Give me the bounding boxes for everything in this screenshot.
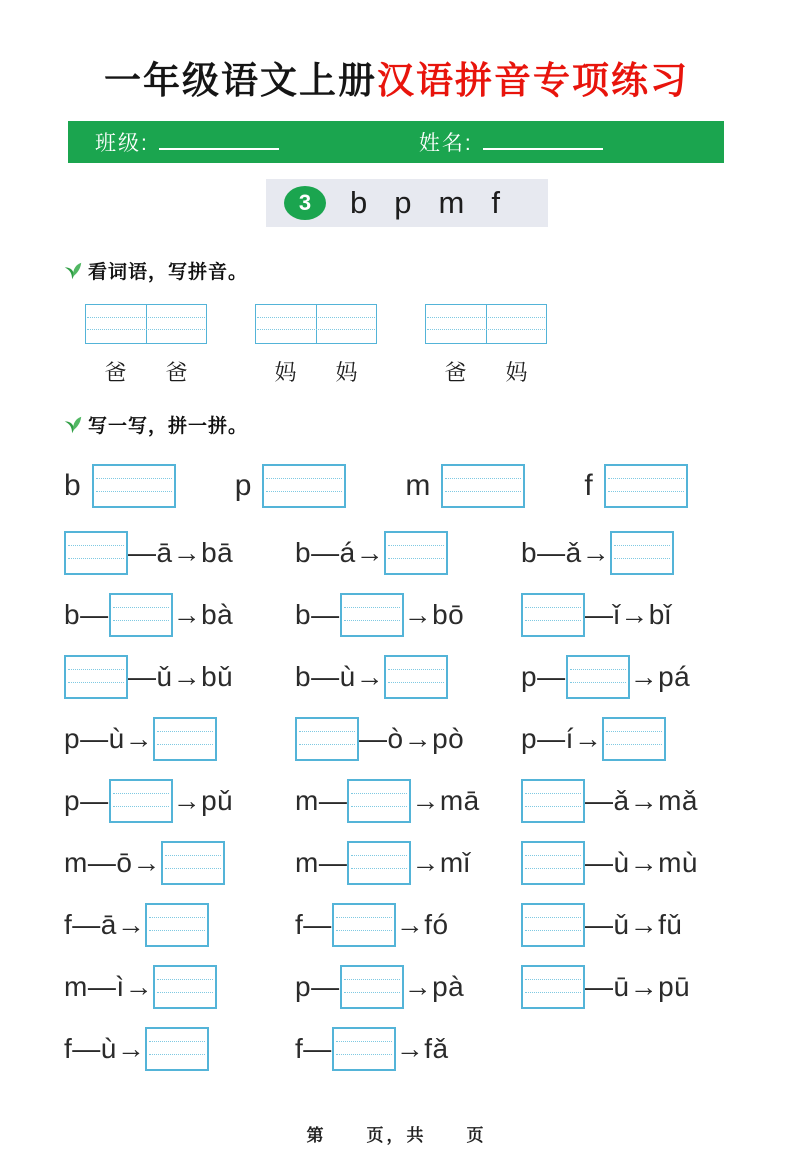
initials-row: [64, 464, 793, 508]
pinyin-answer-box[interactable]: [145, 1027, 209, 1071]
exercise-item: [521, 779, 793, 823]
letter-writing-box[interactable]: [92, 464, 176, 508]
pinyin-text: f—: [295, 1033, 332, 1064]
pinyin-text: —ù→mù: [585, 847, 698, 878]
pinyin-text: b—ù→: [295, 661, 385, 692]
exercise-row: [64, 832, 793, 894]
exercise-item: [64, 531, 295, 575]
pinyin-text: p—: [64, 785, 109, 816]
pinyin-text: f—ù→: [64, 1033, 146, 1064]
grid-divider: [316, 305, 317, 343]
pinyin-text: →mǐ: [411, 847, 471, 878]
pinyin-answer-box[interactable]: [332, 903, 396, 947]
pinyin-answer-box[interactable]: [64, 655, 128, 699]
section2-heading: [62, 411, 793, 438]
pinyin-text: →mā: [411, 785, 480, 816]
name-blank-line[interactable]: [483, 148, 603, 150]
exercise-item: [295, 965, 521, 1009]
pinyin-answer-box[interactable]: [340, 965, 404, 1009]
pinyin-text: f—ā→: [64, 909, 146, 940]
pinyin-answer-box[interactable]: [610, 531, 674, 575]
initial-group: [64, 464, 176, 508]
exercise-row: [64, 584, 793, 646]
name-label: 姓名:: [418, 132, 473, 155]
pinyin-writing-grid[interactable]: [85, 304, 207, 344]
pinyin-text: —ū→pū: [585, 971, 691, 1002]
exercise-item: [521, 841, 793, 885]
lesson-letter: m: [438, 185, 465, 220]
lesson-header: [266, 179, 548, 227]
section2-heading-text: 写一写，拼一拼。: [88, 416, 249, 437]
pinyin-text: m—: [295, 785, 348, 816]
exercise-row: [64, 956, 793, 1018]
exercise-item: [64, 1027, 295, 1071]
page-title: [0, 50, 793, 104]
initial-letter: b: [64, 469, 81, 502]
title-topic: 汉语拼音专项练习: [377, 60, 689, 101]
pinyin-answer-box[interactable]: [109, 779, 173, 823]
section1-heading: [62, 257, 793, 284]
lesson-letter: f: [491, 185, 500, 220]
exercise-item: [64, 593, 295, 637]
pinyin-writing-grid[interactable]: [255, 304, 377, 344]
exercise-row: [64, 894, 793, 956]
exercise-item: [521, 903, 793, 947]
pinyin-text: —ò→pò: [359, 723, 465, 754]
lesson-letter: b: [350, 185, 368, 220]
letter-writing-box[interactable]: [441, 464, 525, 508]
exercise-item: [64, 717, 295, 761]
class-blank-line[interactable]: [159, 148, 279, 150]
words-row: [85, 356, 793, 387]
pinyin-text: p—í→: [521, 723, 603, 754]
word-group: [255, 356, 377, 387]
pinyin-text: →bà: [172, 599, 234, 630]
pinyin-answer-box[interactable]: [340, 593, 404, 637]
exercise-item: [521, 655, 793, 699]
pinyin-text: →pǔ: [172, 785, 234, 816]
pinyin-text: —ǎ→mǎ: [585, 785, 698, 816]
exercise-item: [295, 903, 521, 947]
pinyin-answer-box[interactable]: [347, 841, 411, 885]
page-footer: 第 页，共 页: [306, 1126, 487, 1145]
exercise-item: [295, 593, 521, 637]
word-group: [425, 356, 547, 387]
exercise-item: [64, 841, 295, 885]
exercise-item: [521, 593, 793, 637]
pinyin-answer-box[interactable]: [566, 655, 630, 699]
grid-divider: [486, 305, 487, 343]
hanzi-word: 妈: [274, 360, 297, 385]
pinyin-answer-box[interactable]: [384, 655, 448, 699]
exercise-row: [64, 770, 793, 832]
section1-heading-text: 看词语，写拼音。: [88, 262, 249, 283]
pinyin-answer-box[interactable]: [153, 965, 217, 1009]
initial-letter: f: [584, 469, 593, 502]
sprout-icon: [62, 414, 84, 436]
pinyin-answer-box[interactable]: [602, 717, 666, 761]
pinyin-answer-box[interactable]: [384, 531, 448, 575]
pinyin-text: →pà: [403, 971, 465, 1002]
lesson-letter: p: [394, 185, 412, 220]
exercise-item: [64, 965, 295, 1009]
pinyin-text: —ǔ→bǔ: [128, 661, 234, 692]
pinyin-text: —ā→bā: [128, 537, 234, 568]
pinyin-answer-box[interactable]: [521, 593, 585, 637]
worksheet-page: [0, 50, 793, 1145]
sprout-icon: [62, 260, 84, 282]
pinyin-text: f—: [295, 909, 332, 940]
pinyin-answer-box[interactable]: [521, 779, 585, 823]
exercise-row: [64, 1018, 793, 1080]
exercise-item: [295, 531, 521, 575]
hanzi-word: 妈: [335, 360, 358, 385]
pinyin-answer-box[interactable]: [153, 717, 217, 761]
pinyin-answer-box[interactable]: [295, 717, 359, 761]
pinyin-text: —ǔ→fǔ: [585, 909, 683, 940]
initial-letter: m: [405, 469, 431, 502]
pinyin-text: m—: [295, 847, 348, 878]
letter-writing-box[interactable]: [262, 464, 346, 508]
hanzi-word: 爸: [165, 360, 188, 385]
pinyin-text: p—ù→: [64, 723, 154, 754]
initial-group: [584, 464, 687, 508]
pinyin-text: p—: [521, 661, 566, 692]
hanzi-word: 爸: [104, 360, 127, 385]
hanzi-word: 妈: [505, 360, 528, 385]
word-grids-row: [85, 304, 793, 344]
pinyin-answer-box[interactable]: [161, 841, 225, 885]
initial-group: [235, 464, 347, 508]
pinyin-answer-box[interactable]: [64, 531, 128, 575]
lesson-number-badge: 3: [284, 186, 326, 220]
exercise-item: [521, 717, 793, 761]
pinyin-answer-box[interactable]: [145, 903, 209, 947]
pinyin-text: b—á→: [295, 537, 385, 568]
pinyin-answer-box[interactable]: [347, 779, 411, 823]
title-course: 一年级语文上册: [104, 60, 377, 101]
pinyin-answer-box[interactable]: [521, 965, 585, 1009]
exercise-item: [295, 717, 521, 761]
pinyin-text: b—: [295, 599, 340, 630]
hanzi-word: 爸: [444, 360, 467, 385]
class-label: 班级:: [95, 132, 149, 155]
exercise-row: [64, 708, 793, 770]
exercise-item: [64, 903, 295, 947]
initial-letter: p: [234, 469, 252, 502]
exercises: [64, 522, 793, 1080]
word-group: [85, 356, 207, 387]
pinyin-answer-box[interactable]: [109, 593, 173, 637]
exercise-row: [64, 522, 793, 584]
pinyin-answer-box[interactable]: [521, 841, 585, 885]
pinyin-text: →fǎ: [395, 1033, 449, 1064]
letter-writing-box[interactable]: [604, 464, 688, 508]
pinyin-answer-box[interactable]: [332, 1027, 396, 1071]
pinyin-text: p—: [295, 971, 340, 1002]
lesson-letters: [350, 185, 500, 221]
student-info-bar: [68, 121, 724, 163]
pinyin-answer-box[interactable]: [521, 903, 585, 947]
exercise-item: [64, 655, 295, 699]
exercise-item: [295, 655, 521, 699]
pinyin-text: b—ǎ→: [521, 537, 611, 568]
pinyin-text: —ǐ→bǐ: [585, 599, 672, 630]
exercise-item: [521, 531, 793, 575]
exercise-item: [295, 1027, 521, 1071]
pinyin-text: m—ō→: [64, 847, 161, 878]
pinyin-text: b—: [64, 599, 109, 630]
pinyin-text: →bō: [403, 599, 465, 630]
pinyin-text: →pá: [629, 661, 691, 692]
exercise-item: [64, 779, 295, 823]
exercise-row: [64, 646, 793, 708]
pinyin-text: m—ì→: [64, 971, 154, 1002]
exercise-item: [521, 965, 793, 1009]
exercise-item: [295, 841, 521, 885]
grid-divider: [146, 305, 147, 343]
exercise-item: [295, 779, 521, 823]
pinyin-text: →fó: [395, 909, 449, 940]
initial-group: [405, 464, 525, 508]
pinyin-writing-grid[interactable]: [425, 304, 547, 344]
